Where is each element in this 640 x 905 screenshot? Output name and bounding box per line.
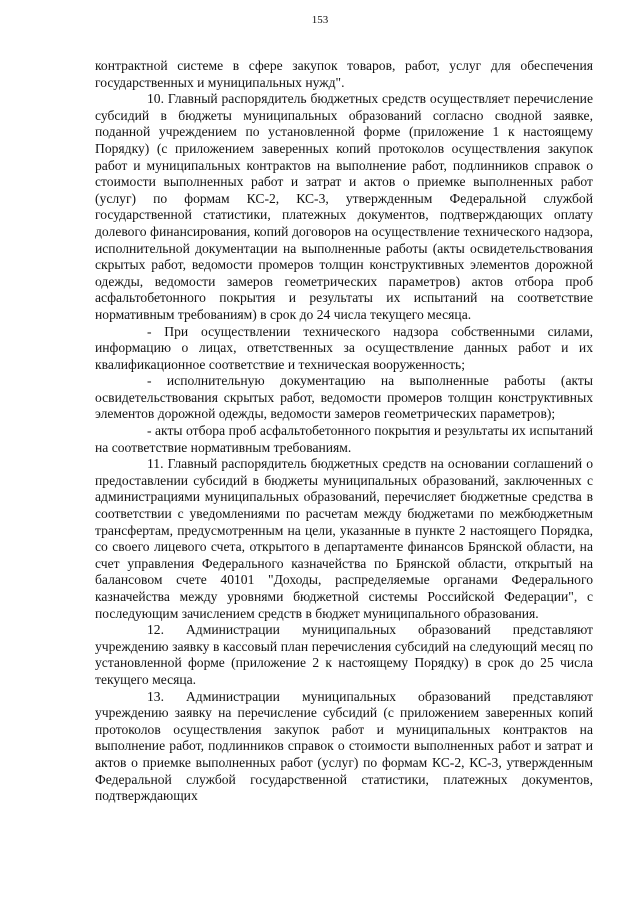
page-number: 153 [311, 14, 329, 26]
list-item-executive-documentation: - исполнительную документацию на выполненные работы (акты освидетельствования скрытых работ, ведомости промеров толщин конструктивных элементов дорожной одежды, ведомости замеров геометрических параметров); [95, 373, 593, 422]
body-text [95, 58, 593, 805]
paragraph-12: 12. Администрации муниципальных образований представляют учреждению заявку в кассовый план перечисления субсидий на следующий месяц по установленной форме (приложение 2 к настоящему Порядку) в срок до 25 числа текущего месяца. [95, 622, 593, 687]
paragraph-continuation: контрактной системе в сфере закупок товаров, работ, услуг для обеспечения государственных и муниципальных нужд". [95, 58, 593, 90]
paragraph-13: 13. Администрации муниципальных образований представляют учреждению заявку на перечисление субсидий (с приложением заверенных копий протоколов осуществления закупок работ и муниципальных контрактов на выполнение работ, подлинников справок о стоимости выполненных работ и затрат и актов о приемке выполненных работ (услуг) по формам КС-2, КС-3, утвержденным Федеральной службой государственной статистики, платежных документов, подтверждающих [95, 688, 593, 804]
list-item-technical-supervision: - При осуществлении технического надзора собственными силами, информацию о лицах, ответственных за осуществление данных работ и их квалификационное соответствие и техническая вооруженность; [95, 323, 593, 372]
list-item-sampling-acts: - акты отбора проб асфальтобетонного покрытия и результаты их испытаний на соответствие нормативным требованиям. [95, 423, 593, 455]
paragraph-11: 11. Главный распорядитель бюджетных средств на основании соглашений о предоставлении субсидий в бюджеты муниципальных образований, заключенных с администрациями муниципальных образований, перечисляет бюджетные средства в соответствии с уведомлениями по расчетам между бюджетами по межбюджетным трансфертам, предусмотренным на цели, указанные в пункте 2 настоящего Порядка, со своего лицевого счета, открытого в департаменте финансов Брянской области, на счет управления Федерального казначейства по Брянской области, открытый на балансовом счете 40101 "Доходы, распределяемые органами Федерального казначейства между уровнями бюджетной системы Российской Федерации", с последующим зачислением средств в бюджет муниципального образования. [95, 456, 593, 621]
paragraph-10: 10. Главный распорядитель бюджетных средств осуществляет перечисление субсидий в бюджеты муниципальных образований согласно сводной заявке, поданной учреждением по установленной форме (приложение 1 к настоящему Порядку) (с приложением заверенных копий протоколов осуществления закупок работ и муниципальных контрактов на выполнение работ, подлинников справок о стоимости выполненных работ и затрат и актов о приемке выполненных работ (услуг) по формам КС-2, КС-3, утвержденным Федеральной службой государственной статистики, платежных документов, подтверждающих оплату долевого финансирования, копий договоров на осуществление технического надзора, исполнительной документации на выполненные работы (акты освидетельствования скрытых работ, ведомости промеров толщин конструктивных элементов дорожной одежды, ведомости замеров геометрических параметров) актов отбора проб асфальтобетонного покрытия и результаты их испытаний на соответствие нормативным требованиям) в срок до 24 числа текущего месяца. [95, 91, 593, 322]
